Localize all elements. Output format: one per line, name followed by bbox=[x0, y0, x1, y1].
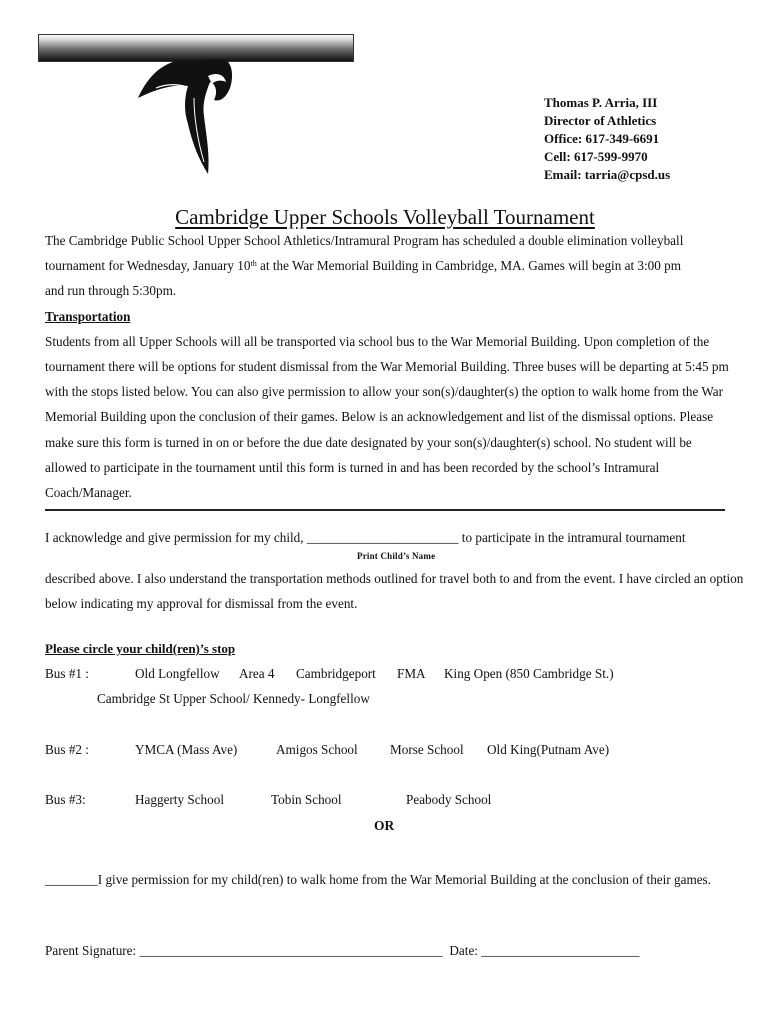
walk-home-permission: ________I give permission for my child(ren) to walk home from the War Memorial Building at the conclusion of their games. bbox=[45, 872, 711, 887]
contact-block bbox=[544, 94, 670, 184]
bus1-stop-fma[interactable]: FMA bbox=[397, 666, 426, 681]
date-suffix: th bbox=[250, 259, 257, 269]
bus1-stop-area-4[interactable]: Area 4 bbox=[239, 666, 275, 681]
contact-role: Director of Athletics bbox=[544, 113, 657, 128]
stops-heading: Please circle your child(ren)’s stop bbox=[45, 641, 236, 656]
bus2-stop-morse[interactable]: Morse School bbox=[390, 742, 464, 757]
intro-line-2-text: tournament for Wednesday, January 10 bbox=[45, 258, 251, 274]
bus3-stop-tobin[interactable]: Tobin School bbox=[271, 792, 342, 807]
acknowledgement-line: I acknowledge and give permission for my child, _______________________ to participate in the intramural tournament bbox=[45, 530, 686, 545]
or-separator: OR bbox=[374, 818, 395, 833]
acknowledgement-text: described above. I also understand the transportation methods outlined for travel both to and from the event. I have circled an option below indicating my approval for dismissal from the event. bbox=[45, 571, 744, 611]
bus1-stop-cambridge-st[interactable]: Cambridge St Upper School/ Kennedy- Longfellow bbox=[97, 691, 370, 706]
bus1-label: Bus #1 : bbox=[45, 666, 89, 681]
intro-line-2-rest: at the War Memorial Building in Cambridge, MA. Games will begin at 3:00 pm bbox=[256, 258, 682, 274]
print-child-name-label: Print Child’s Name bbox=[357, 551, 436, 561]
bus1-stop-old-longfellow[interactable]: Old Longfellow bbox=[135, 666, 220, 681]
bus2-stop-old-king[interactable]: Old King(Putnam Ave) bbox=[487, 742, 610, 757]
date-field[interactable]: Date: ________________________ bbox=[449, 943, 640, 958]
contact-name: Thomas P. Arria, III bbox=[544, 95, 658, 110]
bus3-stop-peabody[interactable]: Peabody School bbox=[406, 792, 492, 807]
bus1-stop-king-open[interactable]: King Open (850 Cambridge St.) bbox=[444, 666, 614, 681]
bus1-stop-cambridgeport[interactable]: Cambridgeport bbox=[296, 666, 376, 681]
bus3-stop-haggerty[interactable]: Haggerty School bbox=[135, 792, 224, 807]
bus3-label: Bus #3: bbox=[45, 792, 86, 807]
parent-signature-field[interactable]: Parent Signature: ______________________________________________ bbox=[45, 943, 443, 958]
intro-line-1: The Cambridge Public School Upper School Athletics/Intramural Program has scheduled a double elimination volleyball bbox=[45, 233, 684, 248]
falcon-logo bbox=[136, 58, 236, 176]
intro-line-3: and run through 5:30pm. bbox=[45, 283, 177, 299]
section-divider bbox=[45, 509, 725, 511]
contact-cell: Cell: 617-599-9970 bbox=[544, 149, 648, 164]
bus2-stop-amigos[interactable]: Amigos School bbox=[276, 742, 358, 757]
intro-paragraph bbox=[45, 228, 735, 505]
transportation-heading: Transportation bbox=[45, 308, 131, 324]
intro-line-2 bbox=[45, 253, 735, 278]
bus2-stop-ymca[interactable]: YMCA (Mass Ave) bbox=[135, 742, 238, 757]
contact-office: Office: 617-349-6691 bbox=[544, 131, 660, 146]
bus2-label: Bus #2 : bbox=[45, 742, 89, 757]
transportation-text: Students from all Upper Schools will all be transported via school bus to the War Memorial Building. Upon completion of the tournament there will be options for student dismissal from the War Memorial Building. Three buses will be departing at 5:45 pm with the stops listed below. You can also give permission to allow your son(s)/daughter(s) the option to walk home from the War Memorial Building upon the conclusion of their games. Below is an acknowledgement and list of the dismissal options. Please make sure this form is turned in on or before the due date designated by your son(s)/daughter(s) school. No student will be allowed to participate in the tournament until this form is turned in and has been recorded by the school’s Intramural Coach/Manager. bbox=[45, 333, 729, 501]
page-title: Cambridge Upper Schools Volleyball Tournament bbox=[175, 205, 595, 229]
signature-line bbox=[45, 943, 640, 959]
contact-email: Email: tarria@cpsd.us bbox=[544, 167, 671, 182]
